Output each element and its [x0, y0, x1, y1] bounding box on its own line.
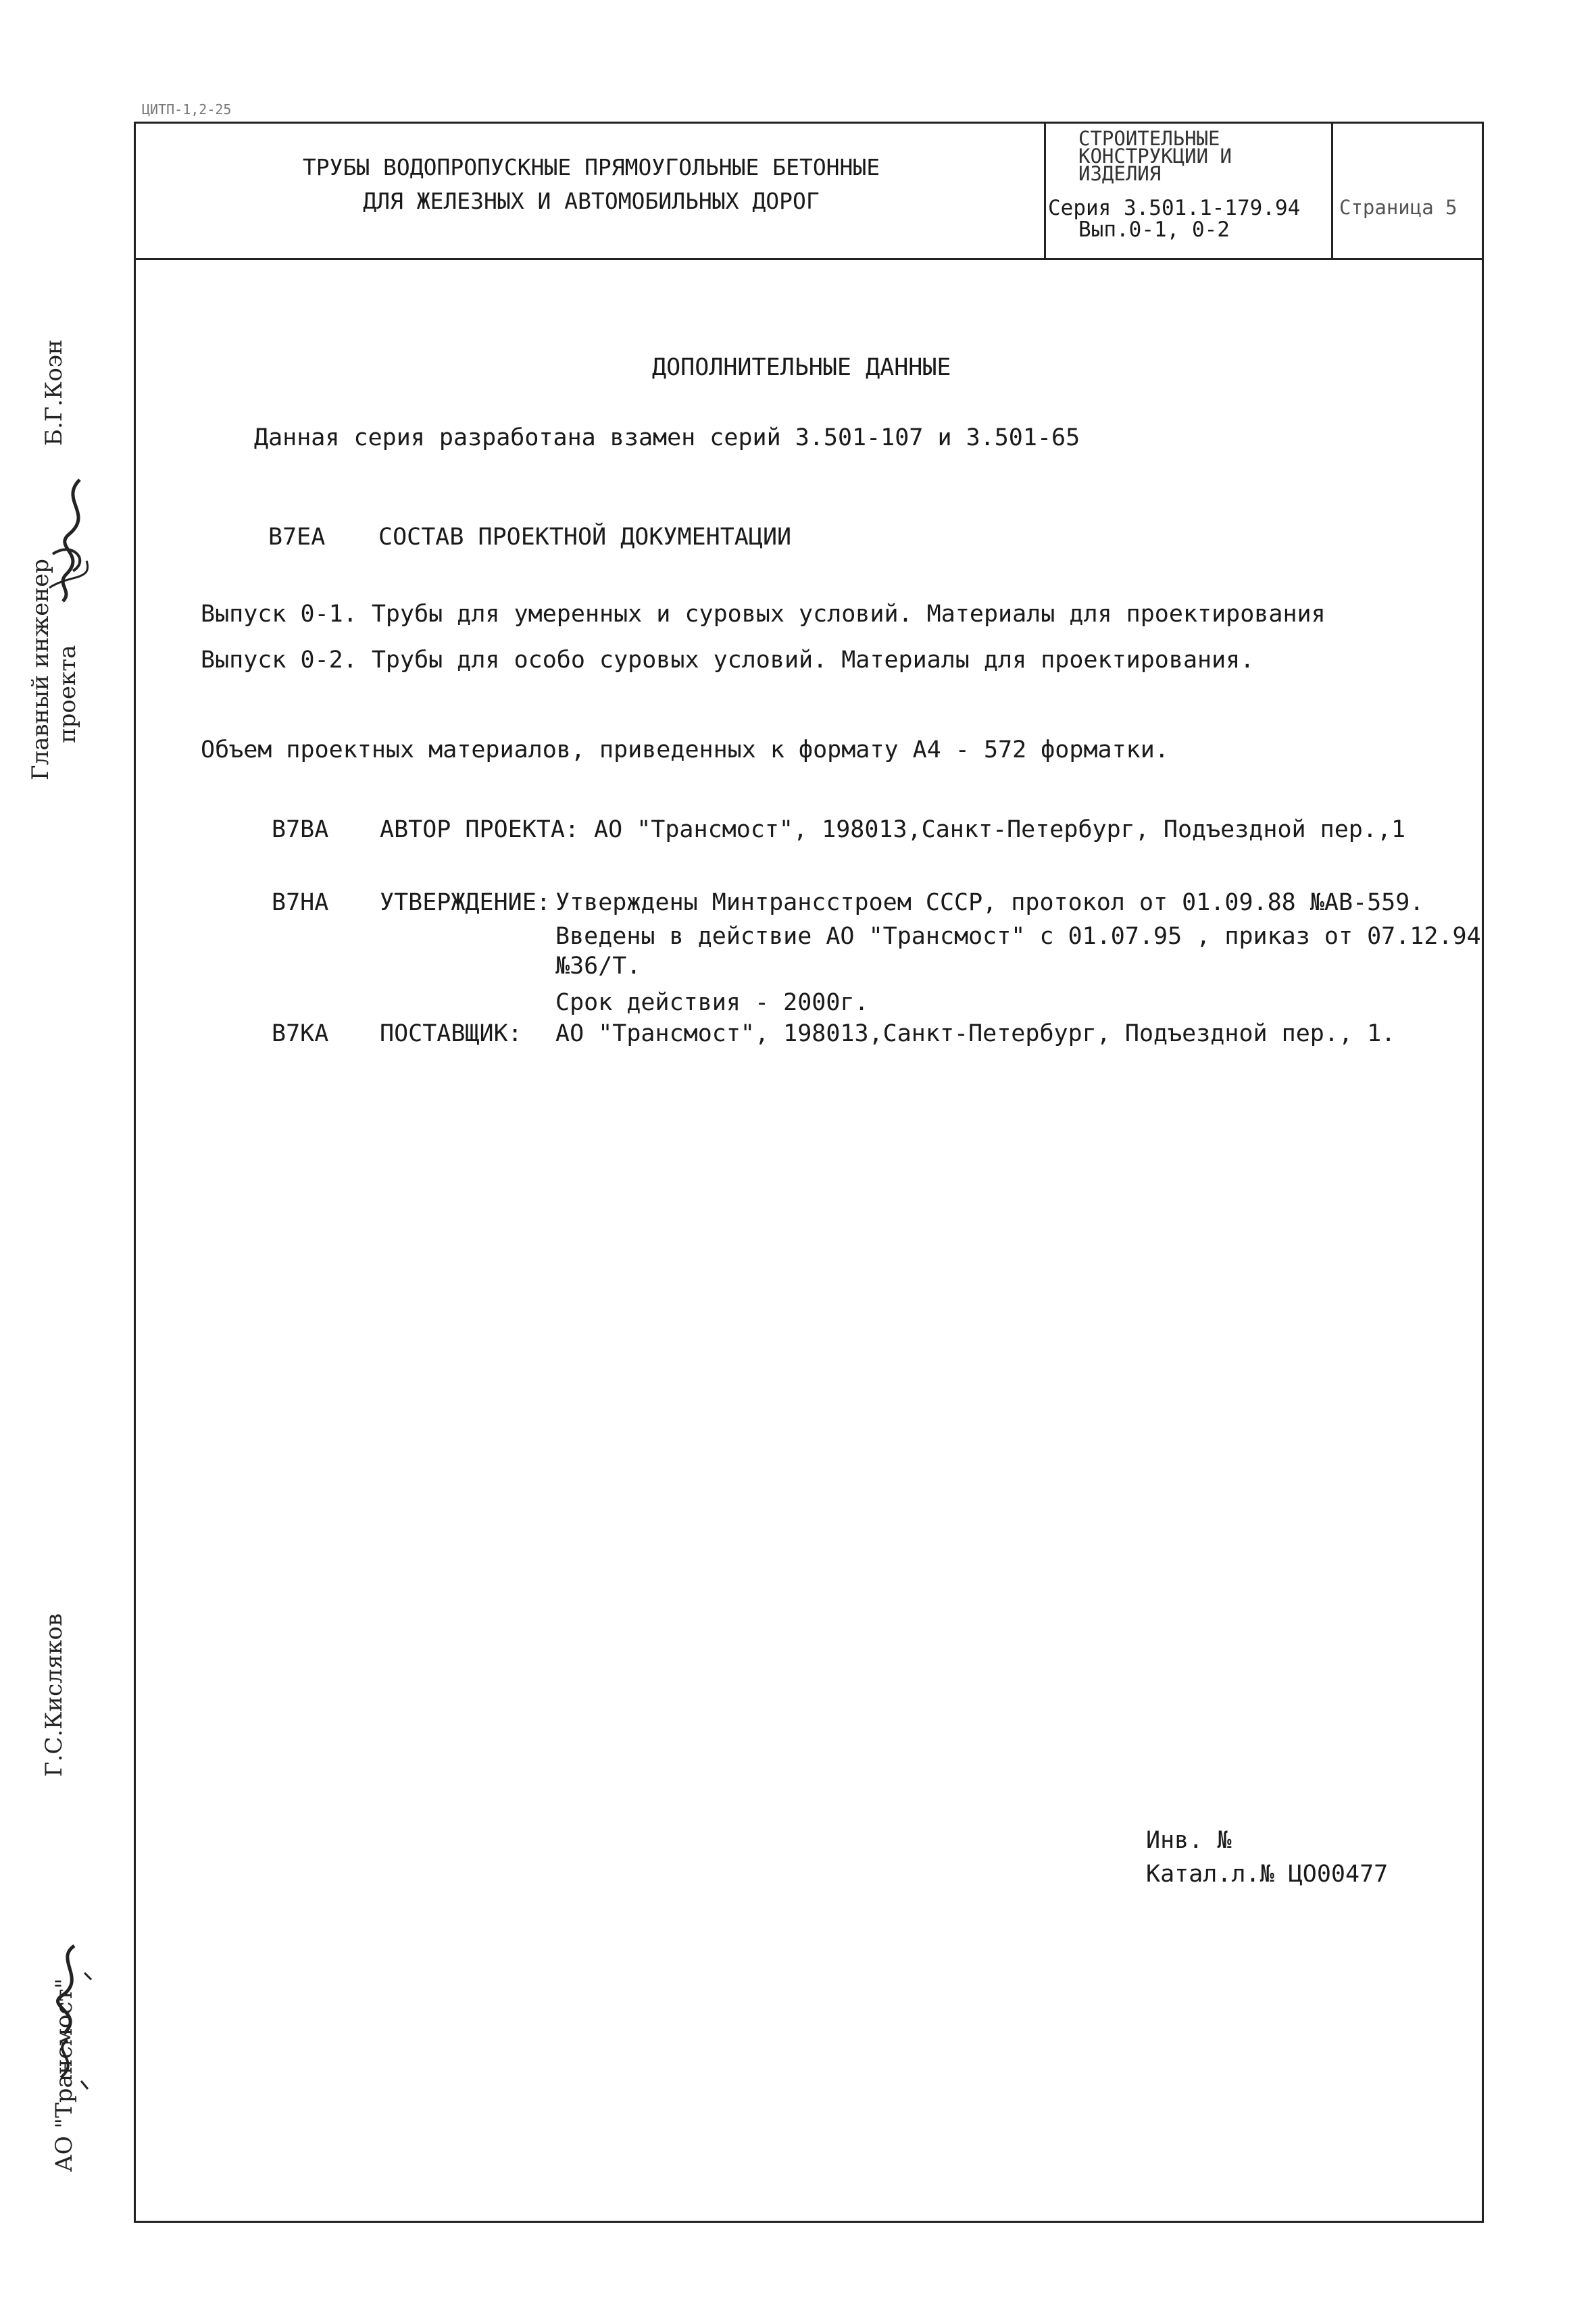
category-line3: ИЗДЕЛИЯ [1078, 162, 1162, 185]
b7ha-label: УТВЕРЖДЕНИЕ: [380, 889, 551, 916]
company-name: АО "Трансмост" [51, 1978, 78, 2172]
chief-role-line2: проекта [54, 645, 81, 743]
series-number: Серия 3.501.1-179.94 [1048, 196, 1301, 220]
b7ha-line4: Срок действия - 2000г. [555, 989, 869, 1016]
b7ea-title: СОСТАВ ПРОЕКТНОЙ ДОКУМЕНТАЦИИ [378, 524, 792, 551]
b7ka-code: В7КА [272, 1020, 329, 1047]
b7ka-label: ПОСТАВЩИК: [380, 1020, 522, 1047]
page-label: Страница 5 [1339, 196, 1457, 219]
section-title: ДОПОЛНИТЕЛЬНЫЕ ДАННЫЕ [652, 354, 951, 381]
b7ba-code: В7ВА [272, 816, 329, 843]
b7ba-value: АО "Трансмост", 198013,Санкт-Петербург, Подъездной пер.,1 [594, 816, 1406, 843]
top-mark: ЦИТП-1,2-25 [142, 101, 232, 118]
second-name: Г.С.Кисляков [41, 1613, 68, 1777]
header-title-line2: ДЛЯ ЖЕЛЕЗНЫХ И АВТОМОБИЛЬНЫХ ДОРОГ [363, 188, 820, 214]
category-line2: КОНСТРУКЦИИ И [1078, 145, 1232, 168]
inventory-number: Инв. № [1146, 1827, 1232, 1854]
b7ea-code: В7ЕА [268, 524, 326, 551]
header-vline-2 [1331, 122, 1333, 260]
issue-0-1: Выпуск 0-1. Трубы для умеренных и суровых условий. Материалы для проектирования [201, 601, 1326, 628]
b7ha-line2: Введены в действие АО "Трансмост" с 01.07.95 , приказ от 07.12.94 [555, 923, 1481, 950]
b7ba-label: АВТОР ПРОЕКТА: [380, 816, 580, 843]
replacement-note: Данная серия разработана взамен серий 3.501-107 и 3.501-65 [254, 424, 1080, 451]
chief-role-line1: Главный инженер [27, 559, 54, 780]
issue-numbers: Вып.0-1, 0-2 [1078, 218, 1230, 242]
b7ha-line1: Утверждены Минтрансстроем СССР, протокол от 01.09.88 №АВ-559. [555, 889, 1424, 916]
header-divider [134, 258, 1484, 260]
header-title-line1: ТРУБЫ ВОДОПРОПУСКНЫЕ ПРЯМОУГОЛЬНЫЕ БЕТОННЫЕ [302, 154, 880, 180]
second-signature-icon [27, 1932, 101, 2094]
b7ha-line3: №36/Т. [555, 953, 641, 980]
volume-note: Объем проектных материалов, приведенных к формату А4 - 572 форматки. [201, 736, 1169, 763]
chief-signature-icon [32, 473, 107, 608]
catalog-number: Катал.л.№ ЦО00477 [1146, 1861, 1389, 1888]
b7ha-code: В7НА [272, 889, 329, 916]
b7ka-value: АО "Трансмост", 198013,Санкт-Петербург, Подъездной пер., 1. [555, 1020, 1396, 1047]
chief-name: Б.Г.Коэн [41, 339, 68, 446]
category-line1: СТРОИТЕЛЬНЫЕ [1078, 127, 1220, 150]
issue-0-2: Выпуск 0-2. Трубы для особо суровых условий. Материалы для проектирования. [201, 647, 1255, 674]
